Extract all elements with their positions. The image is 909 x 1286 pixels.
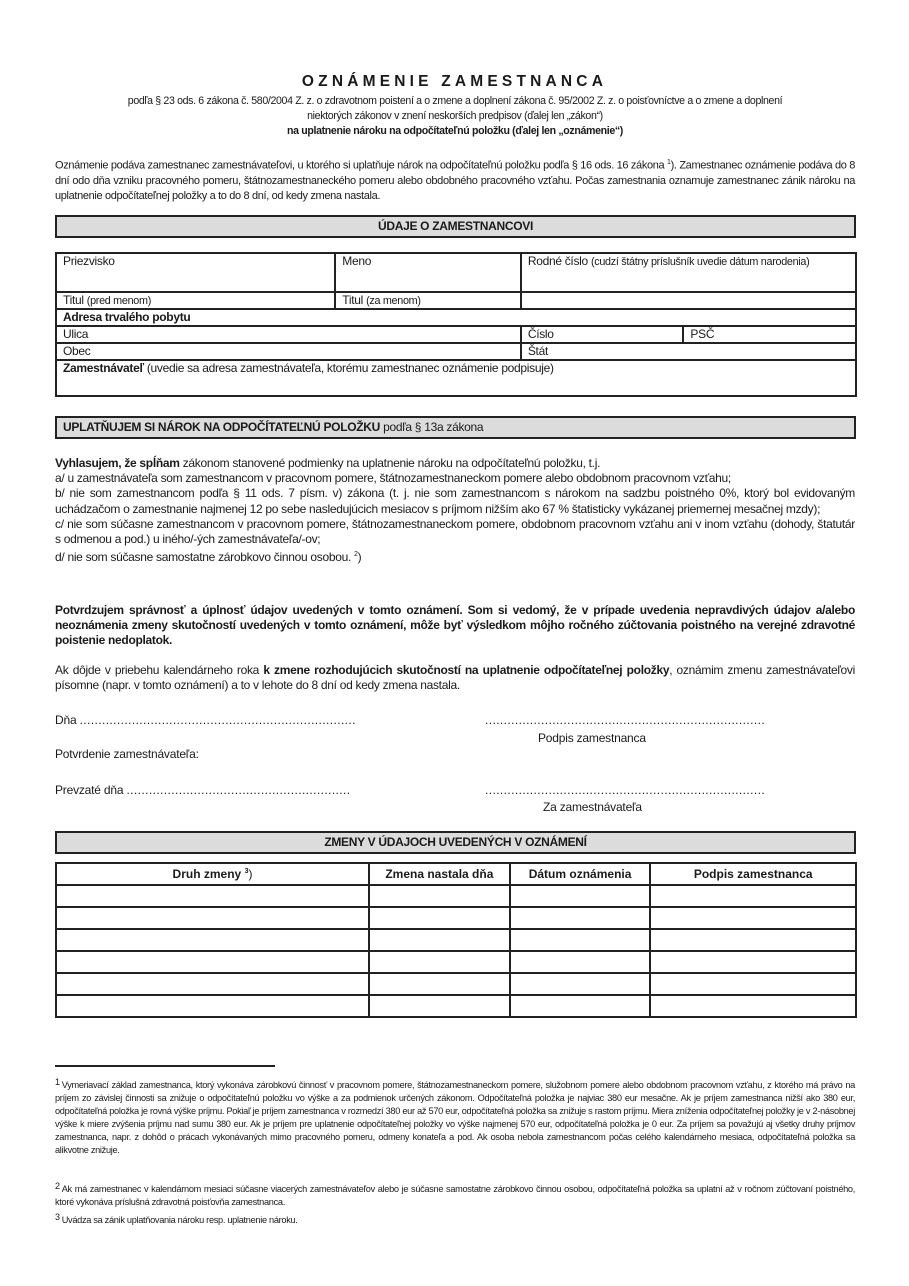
change-text-1: Ak dôjde v priebehu kalendárneho roka <box>55 663 264 677</box>
house-number-label: Číslo <box>527 327 554 341</box>
column-header-notice-date: Dátum oznámenia <box>510 863 651 885</box>
footnote-ref-3[interactable]: 3 <box>244 868 249 875</box>
date-label: Dňa <box>55 713 77 727</box>
received-dots: ............................................................ <box>126 783 351 797</box>
column-header-signature: Podpis zamestnanca <box>650 863 856 885</box>
form-title: OZNÁMENIE ZAMESTNANCA <box>301 73 608 90</box>
changes-section-header: ZMENY V ÚDAJOCH UVEDENÝCH V OZNÁMENÍ <box>55 831 856 854</box>
blank-cell[interactable] <box>521 292 856 309</box>
name-field[interactable] <box>335 253 521 292</box>
title-after-field[interactable] <box>335 292 521 309</box>
employer-signature-line[interactable]: ........................................................................... <box>485 783 766 797</box>
title-after-note: (za menom) <box>366 295 421 307</box>
title-before-field[interactable] <box>56 292 335 309</box>
country-field[interactable] <box>521 343 856 360</box>
footnote-2 <box>55 1180 855 1209</box>
table-cell[interactable] <box>369 907 510 929</box>
employer-field[interactable] <box>56 360 856 396</box>
birth-number-field[interactable] <box>521 253 856 292</box>
title-before-note: (pred menom) <box>86 295 151 307</box>
received-label: Prevzaté dňa <box>55 783 124 797</box>
footnote-ref-2[interactable]: 2 <box>354 551 358 559</box>
employee-signature-line[interactable]: ........................................................................... <box>485 713 766 727</box>
title-after-label: Titul <box>342 293 364 307</box>
table-cell[interactable] <box>369 885 510 907</box>
employer-confirmation-label: Potvrdenie zamestnávateľa: <box>55 747 199 761</box>
house-number-field[interactable] <box>521 326 684 343</box>
title-before-label: Titul <box>63 293 84 307</box>
employer-label: Zamestnávateľ <box>63 361 144 375</box>
city-field[interactable] <box>56 343 521 360</box>
column-header-change-type: Druh zmeny $^3$) <box>56 863 369 885</box>
subtitle-line-1: podľa § 23 ods. 6 zákona č. 580/2004 Z. z. o zdravotnom poistení a o zmene a doplnení zákona č. 95/2002 Z. z. o poisťovníctve a o zmene a doplnení <box>127 95 783 107</box>
employer-note: (uvedie sa adresa zamestnávateľa, ktorému zamestnanec oznámenie podpisuje) <box>146 361 554 375</box>
date-dots: .......................................................................... <box>79 713 356 727</box>
table-cell[interactable] <box>510 929 651 951</box>
form-subtitle <box>60 94 850 139</box>
table-row <box>56 973 856 995</box>
table-cell[interactable] <box>56 951 369 973</box>
footnote-divider <box>55 1065 275 1067</box>
declaration-bold: Vyhlasujem, že spĺňam <box>55 456 180 470</box>
address-label: Adresa trvalého pobytu <box>56 309 856 326</box>
table-row <box>56 951 856 973</box>
claim-header-bold: UPLATŇUJEM SI NÁROK NA ODPOČÍTATEĽNÚ POLOŽKU <box>63 420 381 434</box>
table-cell[interactable] <box>650 885 856 907</box>
table-cell[interactable] <box>369 995 510 1017</box>
country-label: Štát <box>527 344 548 358</box>
table-cell[interactable] <box>650 951 856 973</box>
table-cell[interactable] <box>56 885 369 907</box>
condition-d: d/ nie som súčasne samostatne zárobkovo činnou osobou. $^2$) <box>55 550 362 565</box>
claim-section-header <box>55 416 856 439</box>
condition-a: a/ u zamestnávateľa som zamestnancom v pracovnom pomere, štátnozamestnaneckom pomere alebo obdobnom pracovnom vzťahu; <box>55 471 731 486</box>
change-notice-paragraph <box>55 663 855 693</box>
declaration-line <box>55 456 855 471</box>
table-cell[interactable] <box>56 907 369 929</box>
surname-label: Priezvisko <box>63 254 115 268</box>
employee-signature-label: Podpis zamestnanca <box>538 731 646 745</box>
employee-data-table <box>55 252 857 397</box>
subtitle-line-2: niektorých zákonov v znení neskorších predpisov (ďalej len „zákon“) <box>307 110 603 122</box>
footnote-2-text: Ak má zamestnanec v kalendárnom mesiaci súčasne viacerých zamestnávateľov alebo je súčasne samostatne zárobkovo činnou osobou, odpočítateľná položka sa uplatní až v ročnom zúčtovaní poistného, ktoré vykonáva príslušná zdravotná poisťovňa zamestnanca. <box>55 1184 855 1207</box>
table-row <box>56 907 856 929</box>
intro-paragraph <box>55 155 855 204</box>
employee-section-header: ÚDAJE O ZAMESTNANCOVI <box>55 215 856 238</box>
table-cell[interactable] <box>510 973 651 995</box>
birth-number-note: (cudzí štátny príslušník uvedie dátum narodenia) <box>590 256 810 268</box>
city-label: Obec <box>63 344 91 358</box>
employer-signature-label: Za zamestnávateľa <box>543 800 642 814</box>
received-date-line[interactable] <box>55 783 351 797</box>
footnote-1 <box>55 1076 855 1157</box>
table-cell[interactable] <box>510 885 651 907</box>
table-cell[interactable] <box>510 995 651 1017</box>
table-cell[interactable] <box>510 951 651 973</box>
footnote-1-text: Vymeriavací základ zamestnanca, ktorý vykonáva zárobkovú činnosť v pracovnom pomere, štátnozamestnaneckom pomere, služobnom pomere alebo obdobnom pracovnom vzťahu, z ktorého má právo na príjem zo závislej činnosti sa znižuje o odpočítateľnú položku vo výške a za podmienok určených zákonom. Odpočítateľná položka je najviac 380 eur mesačne. Ak je príjem zamestnanca nižší ako 380 eur, odpočítateľná položka je rovná výške príjmu. Pokiaľ je príjem zamestnanca v rozmedzí 380 eur až 570 eur, odpočítateľná položka sa znižuje s rastom príjmu. Miera zníženia odpočítateľnej položky je v 2-násobnej výške k miere zvýšenia príjmu nad sumu 380 eur. Ak je príjem pre uplatnenie odpočítateľnej položky vo výške najmenej 570 eur, odpočítateľná položka je 0 eur. Za príjem sa považujú aj všetky druhy príjmov zamestnanca, napr. z dohôd o prácach vykonávaných mimo pracovného pomeru, odmeny konateľa a pod. Ak osoba nebola zamestnancom počas celého kalendárneho mesiaca, odpočítateľná položka sa alikvotne znižuje. <box>55 1080 855 1155</box>
table-cell[interactable] <box>56 929 369 951</box>
table-row <box>56 995 856 1017</box>
intro-text-after: ). Zamestnanec oznámenie podáva do 8 dní odo dňa vzniku pracovného pomeru, štátnozamestnaneckého pomeru alebo obdobného pracovného vzťahu. Počas zamestnania oznamuje zamestnanec zánik nároku na uplatnenie odpočítateľnej položky a to do 8 dní, od kedy zmena nastala. <box>55 159 855 203</box>
footnote-1-number: 1 <box>55 1077 60 1087</box>
subtitle-line-3: na uplatnenie nároku na odpočítateľnú položku (ďalej len „oznámenie“) <box>286 125 623 137</box>
column-header-change-type-text: Druh zmeny <box>172 867 242 881</box>
footnote-2-number: 2 <box>55 1181 60 1191</box>
street-field[interactable] <box>56 326 521 343</box>
confirmation-paragraph: Potvrdzujem správnosť a úplnosť údajov uvedených v tomto oznámení. Som si vedomý, že v prípade uvedenia nepravdivých údajov a/alebo neoznámenia zmeny skutočností uvedených v tomto oznámení, môže byť výsledkom môjho ročného zúčtovania poistného na verejné zdravotné poistenie nedoplatok. <box>55 603 855 648</box>
change-text-bold: k zmene rozhodujúcich skutočností na uplatnenie odpočítateľnej položky <box>263 663 670 677</box>
changes-table <box>55 862 857 1018</box>
footnote-ref-1[interactable]: 1 <box>667 159 671 166</box>
birth-number-label: Rodné číslo <box>527 254 588 268</box>
table-cell[interactable] <box>650 929 856 951</box>
surname-field[interactable] <box>56 253 335 292</box>
name-label: Meno <box>342 254 372 268</box>
intro-text: Oznámenie podáva zamestnanec zamestnávateľovi, u ktorého si uplatňuje nárok na odpočítateľnú položku podľa § 16 ods. 16 zákona <box>55 159 668 172</box>
declaration-text: zákonom stanovené podmienky na uplatnenie nároku na odpočítateľnú položku, t.j. <box>182 456 601 470</box>
table-row <box>56 929 856 951</box>
table-cell[interactable] <box>56 973 369 995</box>
footnote-3-number: 3 <box>55 1212 60 1222</box>
footnote-3 <box>55 1211 855 1227</box>
change-text-2: , oznámim zmenu zamestnávateľovi písomne (napr. v tomto oznámení) a to v lehote do 8 dní od kedy zmena nastala. <box>55 663 855 693</box>
table-cell[interactable] <box>369 929 510 951</box>
street-label: Ulica <box>63 327 89 341</box>
table-cell[interactable] <box>650 907 856 929</box>
table-cell[interactable] <box>56 995 369 1017</box>
zip-label: PSČ <box>690 327 715 341</box>
date-line[interactable] <box>55 713 356 727</box>
condition-b: b/ nie som zamestnancom podľa § 11 ods. 7 písm. v) zákona (t. j. nie som zamestnancom s nárokom na sadzbu poistného 0%, ktorý bol evidovaným uchádzačom o zamestnanie najmenej 12 po sebe nasledujúcich mesiacov s príjmom nižším ako 67 % štatisticky vykázanej priemernej mesačnej mzdy); <box>55 486 855 516</box>
column-header-change-date: Zmena nastala dňa <box>369 863 510 885</box>
claim-header-normal: podľa § 13a zákona <box>383 420 484 434</box>
table-cell[interactable] <box>510 907 651 929</box>
footnote-3-text: Uvádza sa zánik uplatňovania nároku resp. uplatnenie nároku. <box>61 1215 298 1225</box>
table-cell[interactable] <box>369 951 510 973</box>
table-cell[interactable] <box>650 995 856 1017</box>
zip-field[interactable] <box>683 326 856 343</box>
table-cell[interactable] <box>369 973 510 995</box>
table-cell[interactable] <box>650 973 856 995</box>
condition-d-text: d/ nie som súčasne samostatne zárobkovo činnou osobou. <box>55 550 355 565</box>
condition-c: c/ nie som súčasne zamestnancom v pracovnom pomere, štátnozamestnaneckom pomere, obdobnom pracovnom vzťahu ani v inom vzťahu (dohody, štatutár s odmenou a pod.) u iného/-ých zamestnávateľa/-ov; <box>55 516 855 547</box>
declaration-block <box>55 456 855 565</box>
table-row <box>56 885 856 907</box>
